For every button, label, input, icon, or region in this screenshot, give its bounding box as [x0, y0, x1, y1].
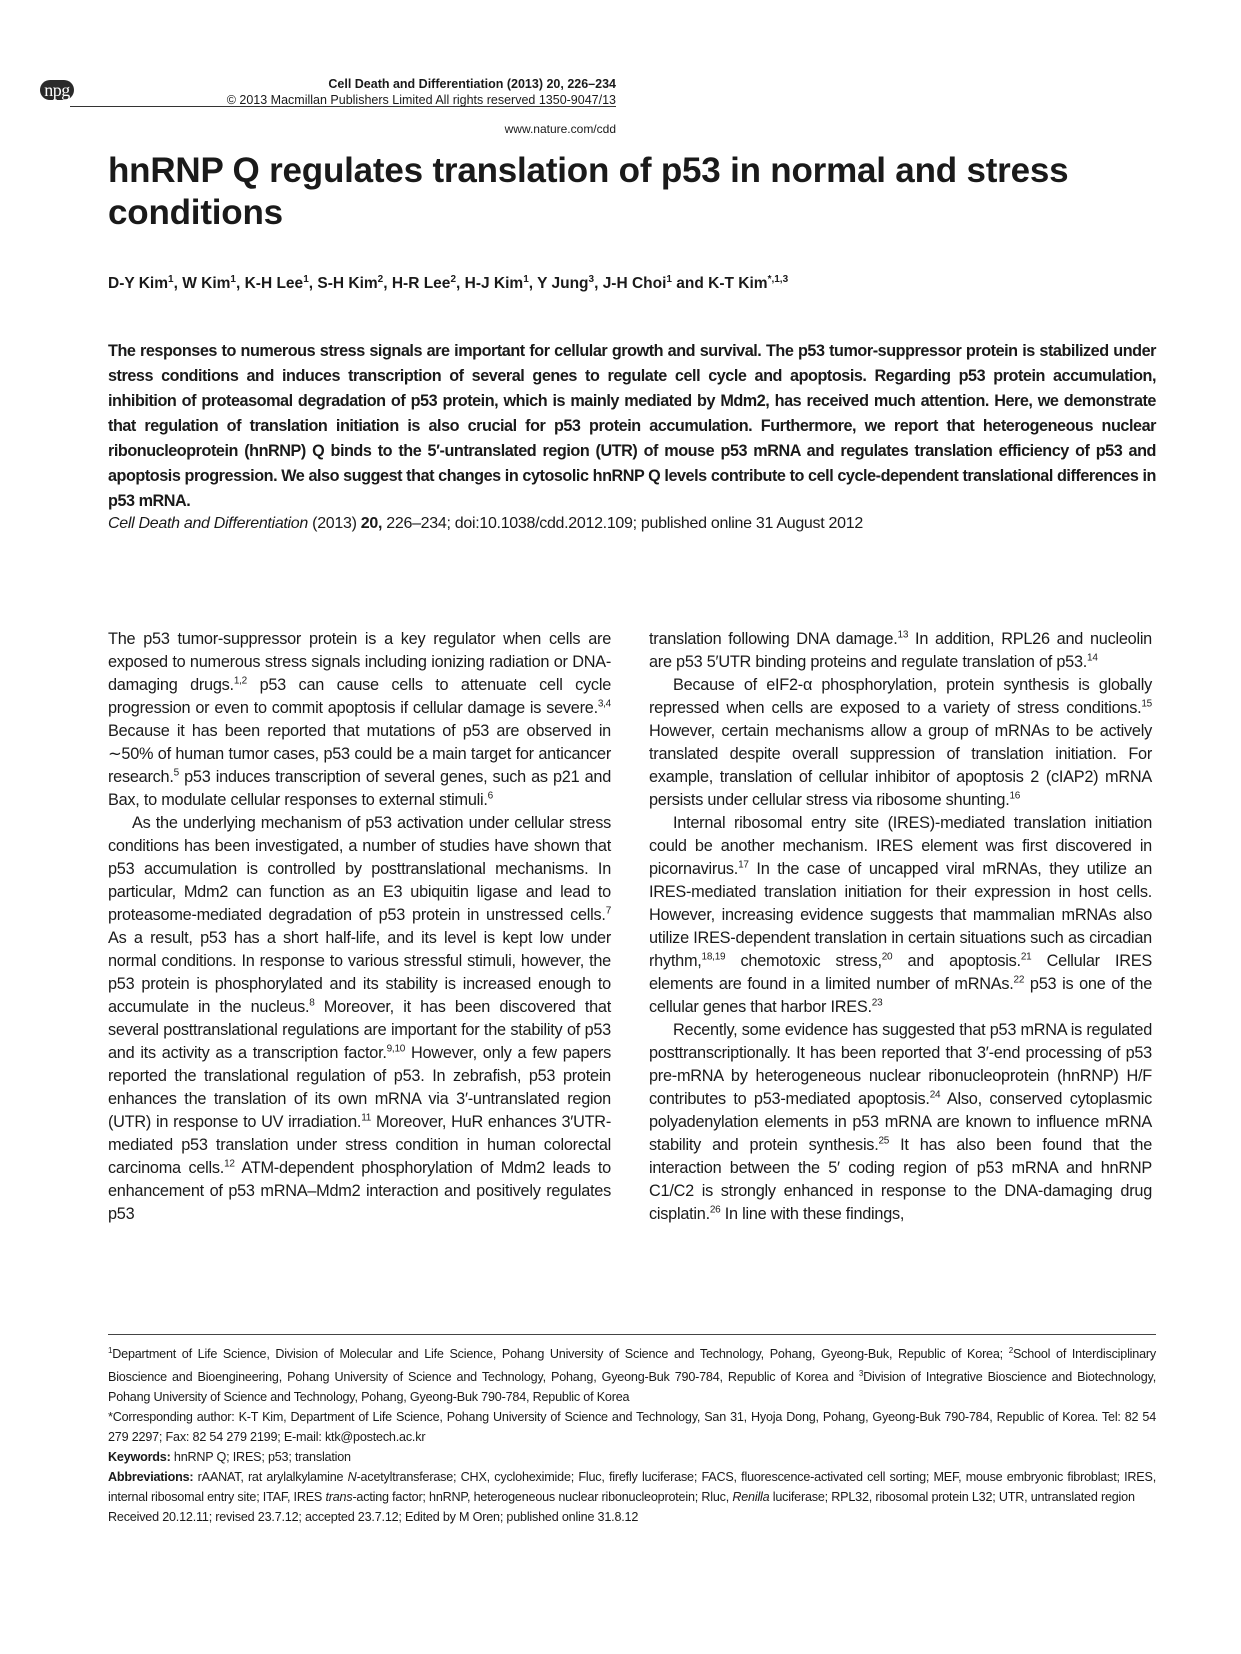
reference-superscript: 14: [1087, 652, 1098, 664]
text-run: Cellular IRES elements are found in a limited number of mRNAs.: [649, 952, 1152, 993]
text-run: In line with these findings,: [720, 1205, 905, 1223]
author-name: S-H Kim: [317, 275, 378, 293]
footnotes: [108, 1341, 1156, 1527]
reference-superscript: 16: [1009, 790, 1021, 802]
text-run: School of Interdisciplinary Bioscience and Bioengineering, Pohang University of Science and Technology, Pohang, Gyeong-Buk 790-784, Republic of Korea and: [108, 1347, 1156, 1385]
author-name: H-R Lee: [391, 275, 451, 293]
keywords-label: Keywords:: [108, 1450, 171, 1465]
body-paragraph: [649, 812, 1152, 1019]
text-run: Recently, some evidence has suggested that p53 mRNA is regulated posttranscriptionally. It has been reported that 3′-end processing of p53 pre-mRNA by heterogeneous nuclear ribonucleoprotein (hnRNP) H/F contributes to p53-mediated apoptosis.: [649, 1021, 1152, 1108]
text-run: chemotoxic stress,: [725, 952, 882, 970]
keywords: [108, 1447, 1156, 1467]
author-name: J-H Choi: [602, 275, 667, 293]
reference-superscript: 26: [709, 1204, 721, 1216]
text-run: p53 induces transcription of several genes, such as p21 and Bax, to modulate cellular responses to external stimuli.: [108, 768, 611, 809]
reference-superscript: 15: [1141, 698, 1152, 710]
body-column-left: [108, 628, 611, 1226]
text-run: translation following DNA damage.: [649, 630, 898, 648]
reference-superscript: 23: [871, 997, 883, 1009]
text-run: Department of Life Science, Division of Molecular and Life Science, Pohang University of Science and Technology, Pohang, Gyeong-Buk, Republic of Korea;: [112, 1347, 1009, 1362]
journal-line: Cell Death and Differentiation (2013) 20, 226–234: [328, 77, 616, 91]
text-run: Because it has been reported that mutations of p53 are observed in ∼50% of human tumor cases, p53 could be a main target for anticancer research.: [108, 722, 611, 786]
author-name: K-H Lee: [244, 275, 304, 293]
keywords-text: hnRNP Q; IRES; p53; translation: [170, 1450, 351, 1465]
publisher-logo: npg: [40, 80, 74, 100]
citation-journal: Cell Death and Differentiation: [108, 515, 309, 532]
text-run: -acting factor; hnRNP, heterogeneous nuclear ribonucleoprotein; Rluc,: [352, 1490, 733, 1505]
text-run: Moreover, it has been discovered that several posttranslational regulations are important for the stability of p53 and its activity as a transcription factor.: [108, 998, 611, 1062]
text-run: In the case of uncapped viral mRNAs, they utilize an IRES-mediated translation initiation for their expression in host cells. However, increasing evidence suggests that mammalian mRNAs also utilize IRES-dependent translation in certain situations such as circadian rhythm,: [649, 860, 1152, 970]
author-affiliation: *,1,3: [767, 274, 789, 285]
body-paragraph: [649, 674, 1152, 812]
body-column-right: [649, 628, 1152, 1226]
abstract: The responses to numerous stress signals are important for cellular growth and survival. The p53 tumor-suppressor protein is stabilized under stress conditions and induces transcription of several genes to regulate cell cycle and apoptosis. Regarding p53 protein accumulation, inhibition of proteasomal degradation of p53 protein, which is mainly mediated by Mdm2, has received much attention. Here, we demonstrate that regulation of translation initiation is also crucial for p53 protein accumulation. Furthermore, we report that heterogeneous nuclear ribonucleoprotein (hnRNP) Q binds to the 5′-untranslated region (UTR) of mouse p53 mRNA and regulates translation efficiency of p53 and apoptosis progression. We also suggest that changes in cytosolic hnRNP Q levels contribute to cell cycle-dependent translational differences in p53 mRNA.: [108, 342, 1156, 510]
reference-superscript: 25: [878, 1135, 890, 1147]
author-affiliation: 1: [523, 274, 529, 285]
reference-superscript: 5: [173, 767, 179, 779]
abbreviations-text: [108, 1470, 1156, 1504]
journal-info: [227, 76, 616, 108]
article-title: hnRNP Q regulates translation of p53 in normal and stress conditions: [108, 151, 1069, 232]
citation-year: (2013): [312, 515, 357, 532]
reference-superscript: 20: [881, 951, 893, 963]
reference-superscript: 3,4: [597, 698, 611, 710]
abbreviations: [108, 1467, 1156, 1507]
author-affiliation: 3: [588, 274, 595, 285]
author-affiliation: 1: [168, 274, 174, 285]
italic-term: Renilla: [732, 1490, 770, 1505]
citation: [108, 515, 1156, 533]
author-affiliation: 1: [230, 274, 236, 285]
text-run: In addition, RPL26 and nucleolin are p53 5′UTR binding proteins and regulate translation of p53.: [649, 630, 1152, 671]
author-name: W Kim: [182, 275, 231, 293]
text-run: Internal ribosomal entry site (IRES)-mediated translation initiation could be another mechanism. IRES element was first discovered in picornavirus.: [649, 814, 1152, 878]
text-run: ATM-dependent phosphorylation of Mdm2 leads to enhancement of p53 mRNA–Mdm2 interaction and positively regulates p53: [108, 1159, 611, 1223]
italic-term: trans: [325, 1490, 353, 1505]
text-run: -acetyltransferase; CHX, cycloheximide; Fluc, firefly luciferase; FACS, fluorescence-activated cell sorting; MEF, mouse embryonic fibroblast; IRES, internal ribosomal entry site; ITAF, IRES: [108, 1470, 1157, 1505]
citation-details: 226–234; doi:10.1038/cdd.2012.109; published online 31 August 2012: [386, 515, 863, 532]
reference-superscript: 3: [858, 1369, 864, 1379]
reference-superscript: 8: [309, 997, 315, 1009]
body-paragraph: [649, 1019, 1152, 1226]
reference-superscript: 1,2: [233, 675, 247, 687]
reference-superscript: 12: [224, 1158, 235, 1170]
journal-url[interactable]: www.nature.com/cdd: [504, 122, 616, 136]
received-dates: Received 20.12.11; revised 23.7.12; accepted 23.7.12; Edited by M Oren; published online 31.8.12: [108, 1510, 639, 1525]
reference-superscript: 1: [108, 1346, 113, 1355]
text-run: luciferase; RPL32, ribosomal protein L32; UTR, untranslated region: [769, 1490, 1135, 1505]
text-run: Division of Integrative Bioscience and Biotechnology, Pohang University of Science and Technology, Pohang, Gyeong-Buk 790-784, Republic of Korea: [108, 1370, 1156, 1405]
text-run: It has also been found that the interaction between the 5′ coding region of p53 mRNA and hnRNP C1/C2 is strongly enhanced in response to the DNA-damaging drug cisplatin.: [649, 1136, 1152, 1223]
reference-superscript: 13: [897, 629, 909, 641]
body-paragraph: [108, 628, 611, 812]
reference-superscript: 11: [361, 1112, 372, 1124]
text-run: p53 is one of the cellular genes that harbor IRES.: [649, 975, 1152, 1016]
reference-superscript: 7: [605, 905, 611, 917]
reference-superscript: 2: [1008, 1346, 1013, 1355]
body-paragraph: [649, 628, 1152, 674]
text-run: and apoptosis.: [892, 952, 1021, 970]
reference-superscript: 24: [929, 1089, 941, 1101]
text-run: As the underlying mechanism of p53 activation under cellular stress conditions has been investigated, a number of studies have shown that p53 accumulation is controlled by posttranslational mechanisms. In particular, Mdm2 can function as an E3 ubiquitin ligase and lead to proteasome-mediated degradation of p53 protein in unstressed cells.: [108, 814, 611, 924]
author-name: H-J Kim: [464, 275, 524, 293]
reference-superscript: 6: [487, 790, 493, 802]
corresponding-author: *Corresponding author: K-T Kim, Department of Life Science, Pohang University of Science and Technology, San 31, Hyoja Dong, Pohang, Gyeong-Buk 790-784, Republic of Korea. Tel: 82 54 279 2297; Fax: 82 54 279 2199; E-mail: ktk@postech.ac.kr: [108, 1410, 1156, 1445]
text-run: However, only a few papers reported the translational regulation of p53. In zebrafish, p53 protein enhances the translation of its own mRNA via 3′-untranslated region (UTR) in response to UV irradiation.: [108, 1044, 611, 1131]
reference-superscript: 21: [1020, 951, 1032, 963]
text-run: Moreover, HuR enhances 3′UTR-mediated p53 translation under stress condition in human colorectal carcinoma cells.: [108, 1113, 611, 1177]
author-affiliation: 1: [666, 274, 672, 285]
body-paragraph: [108, 812, 611, 1226]
author-affiliation: 1: [303, 274, 309, 285]
text-run: rAANAT, rat arylalkylamine: [193, 1470, 348, 1485]
italic-term: N: [347, 1470, 357, 1485]
text-run: Because of eIF2-α phosphorylation, protein synthesis is globally repressed when cells are exposed to a variety of stress conditions.: [649, 676, 1152, 717]
citation-volume: 20,: [360, 515, 383, 532]
abbreviations-label: Abbreviations:: [108, 1470, 194, 1485]
author-name: Y Jung: [537, 275, 589, 293]
footnote-rule: [108, 1334, 1156, 1335]
text-run: p53 can cause cells to attenuate cell cycle progression or even to commit apoptosis if cellular damage is severe.: [108, 676, 611, 717]
author-name: K-T Kim: [708, 275, 768, 293]
text-run: However, certain mechanisms allow a group of mRNAs to be actively translated despite overall suppression of translation initiation. For example, translation of cellular inhibitor of apoptosis 2 (cIAP2) mRNA persists under cellular stress via ribosome shunting.: [649, 722, 1152, 809]
affiliations: [108, 1341, 1156, 1407]
text-run: Also, conserved cytoplasmic polyadenylation elements in p53 mRNA are known to influence mRNA stability and protein synthesis.: [649, 1090, 1152, 1154]
copyright-line: © 2013 Macmillan Publishers Limited All rights reserved 1350-9047/13: [226, 93, 616, 107]
author-list: D-Y Kim$^1$, W Kim$^1$, K-H Lee$^1$, S-H Kim$^2$, H-R Lee$^2$, H-J Kim$^1$, Y Jung$^3$, J-H Choi$^1$ and K-T Kim$^{*,1,3}$: [108, 274, 789, 293]
text-run: As a result, p53 has a short half-life, and its level is kept low under normal conditions. In response to various stressful stimuli, however, the p53 protein is phosphorylated and its stability is increased enough to accumulate in the nucleus.: [108, 929, 611, 1016]
author-affiliation: 2: [450, 274, 456, 285]
author-affiliation: 2: [377, 274, 384, 285]
text-run: The p53 tumor-suppressor protein is a key regulator when cells are exposed to numerous stress signals including ionizing radiation or DNA-damaging drugs.: [108, 630, 611, 694]
reference-superscript: 18,19: [701, 951, 726, 963]
reference-superscript: 17: [738, 859, 749, 871]
reference-superscript: 22: [1013, 974, 1025, 986]
reference-superscript: 9,10: [386, 1043, 406, 1055]
author-name: D-Y Kim: [108, 275, 169, 293]
